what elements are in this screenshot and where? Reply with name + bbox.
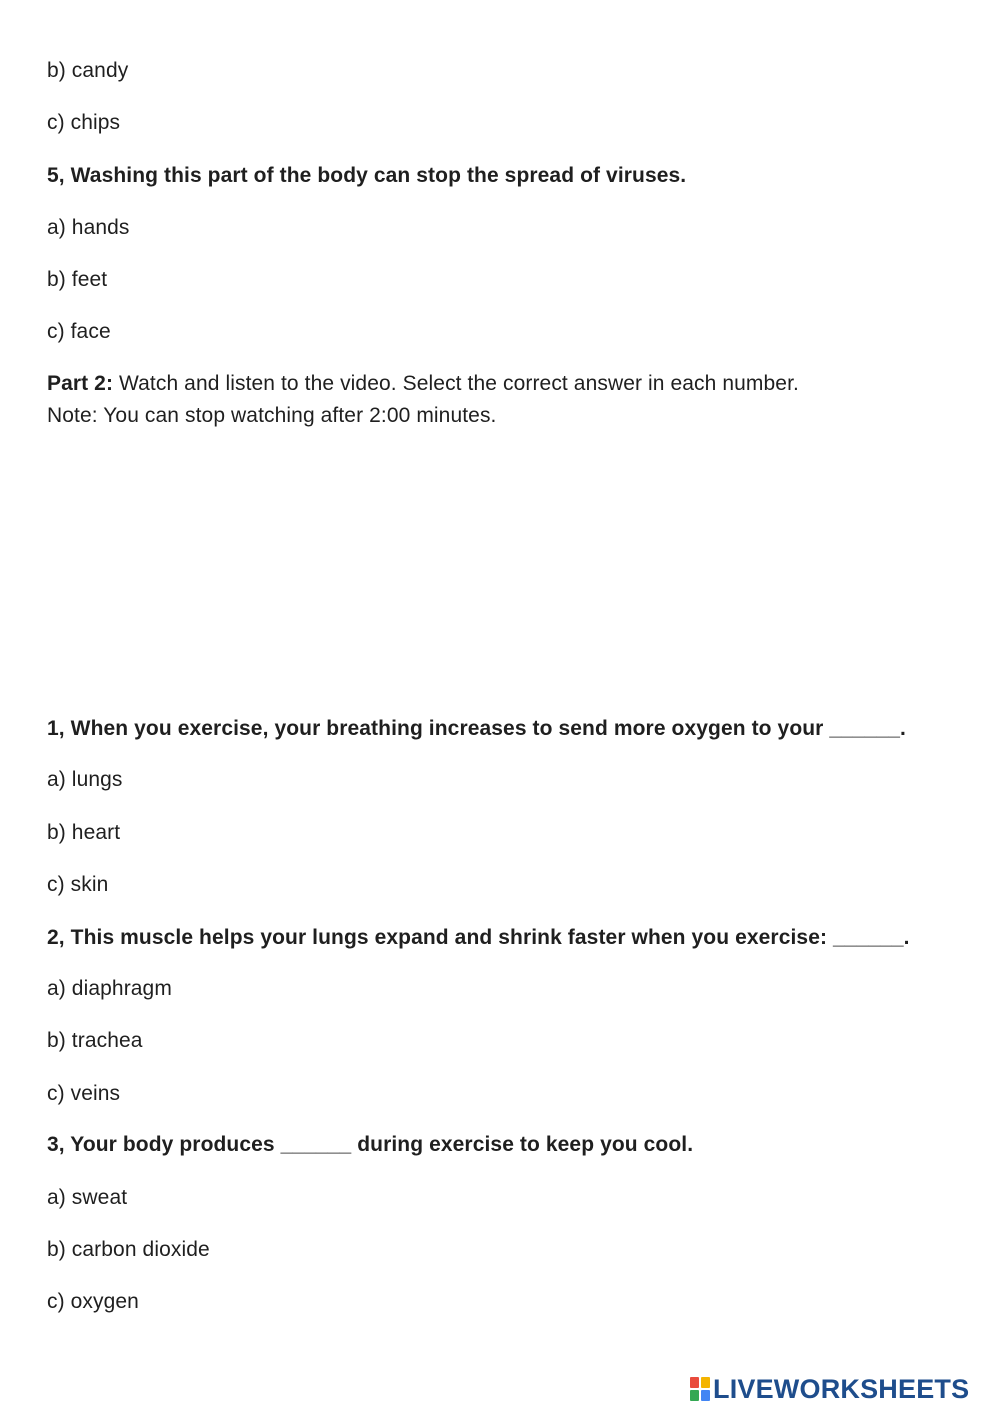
liveworksheets-logo[interactable] xyxy=(690,1374,969,1404)
liveworksheets-wordmark: LIVEWORKSHEETS xyxy=(713,1373,970,1404)
p2q1-option-a: a) lungs xyxy=(47,768,123,791)
part2-note: Note: You can stop watching after 2:00 minutes. xyxy=(47,404,497,427)
option-c-chips: c) chips xyxy=(47,111,121,134)
p2q3-option-b: b) carbon dioxide xyxy=(47,1238,210,1261)
part2-question-1: 1, When you exercise, your breathing increases to send more oxygen to your ______. xyxy=(47,717,906,740)
question-5: 5, Washing this part of the body can stop the spread of viruses. xyxy=(47,164,687,187)
video-placeholder[interactable] xyxy=(47,440,927,700)
p2q2-option-a: a) diaphragm xyxy=(47,977,172,1000)
part2-question-3: 3, Your body produces ______ during exercise to keep you cool. xyxy=(47,1133,694,1156)
p2q2-option-b: b) trachea xyxy=(47,1029,143,1052)
part2-instruction-text: Watch and listen to the video. Select the correct answer in each number. xyxy=(113,372,799,395)
p2q1-option-c: c) skin xyxy=(47,873,109,896)
part2-label: Part 2: xyxy=(47,372,114,395)
p2q2-option-c: c) veins xyxy=(47,1082,121,1105)
q5-option-b: b) feet xyxy=(47,268,108,291)
q5-option-c: c) face xyxy=(47,320,111,343)
p2q1-option-b: b) heart xyxy=(47,821,121,844)
option-b-candy: b) candy xyxy=(47,59,129,82)
p2q3-option-c: c) oxygen xyxy=(47,1290,139,1313)
part2-question-2: 2, This muscle helps your lungs expand and shrink faster when you exercise: ______. xyxy=(47,926,910,949)
p2q3-option-a: a) sweat xyxy=(47,1186,128,1209)
liveworksheets-logo-icon xyxy=(690,1377,710,1401)
q5-option-a: a) hands xyxy=(47,216,130,239)
part2-instruction xyxy=(47,371,799,397)
